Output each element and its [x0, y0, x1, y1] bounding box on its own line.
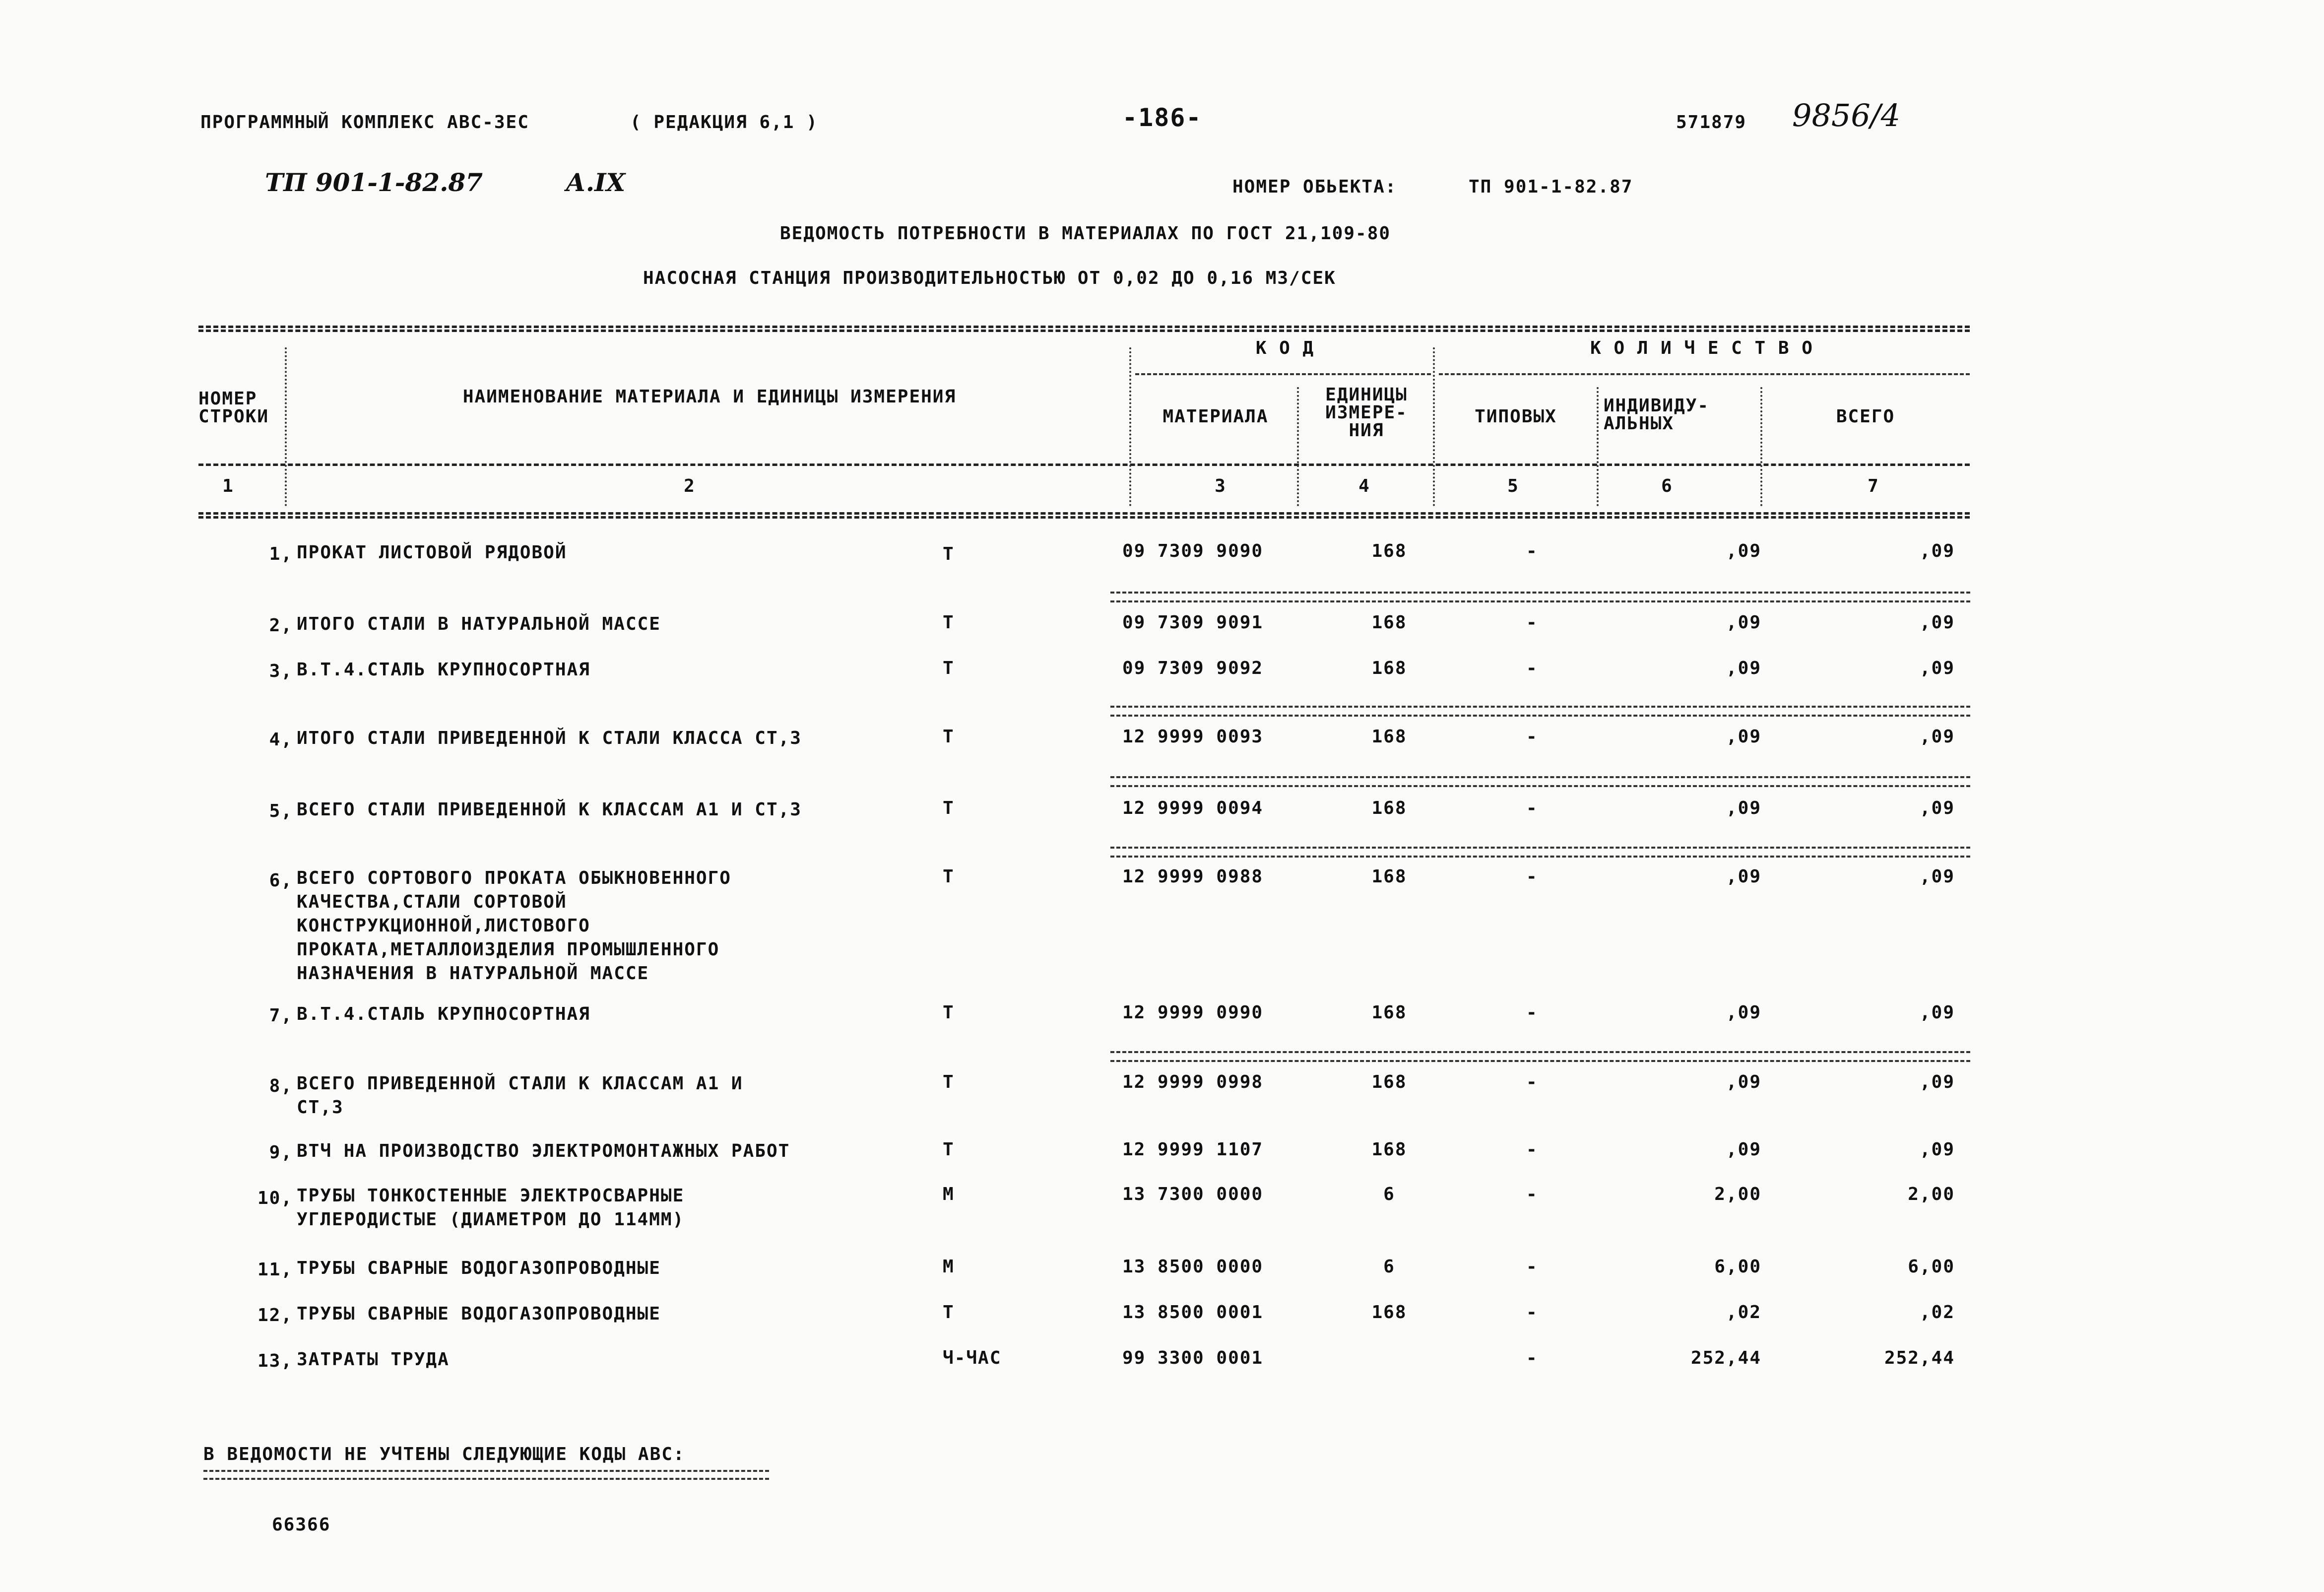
kod-underline: [1135, 373, 1431, 375]
row-number: 1,: [269, 544, 293, 564]
typical-qty: -: [1526, 658, 1538, 678]
page-number: -186-: [1122, 103, 1202, 132]
material-name: ВСЕГО ПРИВЕДЕННОЙ СТАЛИ К КЛАССАМ А1 И СТ,3: [297, 1073, 743, 1118]
unit: Т: [943, 727, 955, 747]
typical-qty: -: [1526, 1072, 1538, 1092]
total-qty: ,09: [1919, 658, 1955, 678]
individual-qty: ,09: [1726, 612, 1761, 633]
row-number: 2,: [269, 615, 293, 636]
material-code: 09 7309 9091: [1122, 612, 1264, 633]
material-code: 12 9999 0094: [1122, 798, 1264, 818]
unit: М: [943, 1257, 955, 1277]
typical-qty: -: [1526, 1348, 1538, 1368]
document-subtitle: НАСОСНАЯ СТАНЦИЯ ПРОИЗВОДИТЕЛЬНОСТЬЮ ОТ 0,02 ДО 0,16 МЗ/СЕК: [643, 268, 1336, 288]
individual-qty: ,09: [1726, 541, 1761, 561]
material-name: ВСЕГО СТАЛИ ПРИВЕДЕННОЙ К КЛАССАМ А1 И СТ,3: [297, 799, 802, 820]
col-number: 2: [684, 476, 696, 496]
object-label: НОМЕР ОБЬЕКТА:: [1232, 177, 1397, 197]
unit-code: 168: [1371, 866, 1407, 887]
total-qty: ,09: [1919, 866, 1955, 887]
material-code: 12 9999 0998: [1122, 1072, 1264, 1092]
total-qty: ,09: [1919, 798, 1955, 818]
unit: Т: [943, 798, 955, 818]
header-individual-line2: АЛЬНЫХ: [1604, 413, 1675, 434]
material-code: 12 9999 0093: [1122, 727, 1264, 747]
col-number: 3: [1215, 476, 1227, 496]
material-name: В.Т.4.СТАЛЬ КРУПНОСОРТНАЯ: [297, 1004, 590, 1024]
material-name: В.Т.4.СТАЛЬ КРУПНОСОРТНАЯ: [297, 660, 590, 680]
material-code: 13 8500 0000: [1122, 1257, 1264, 1277]
handwritten-reference: 9856/4: [1792, 97, 1901, 133]
material-code: 12 9999 0990: [1122, 1002, 1264, 1023]
object-value: ТП 901-1-82.87: [1469, 177, 1633, 197]
typical-qty: -: [1526, 612, 1538, 633]
table-top-rule-2: [198, 330, 1970, 332]
individual-qty: ,09: [1726, 1002, 1761, 1023]
material-name: ТРУБЫ ТОНКОСТЕННЫЕ ЭЛЕКТРОСВАРНЫЕ УГЛЕРОДИСТЫЕ (ДИАМЕТРОМ ДО 114ММ): [297, 1186, 685, 1230]
unit-code: 168: [1371, 1139, 1407, 1160]
typical-qty: -: [1526, 1257, 1538, 1277]
unit: Т: [943, 1302, 955, 1323]
typical-qty: -: [1526, 1184, 1538, 1204]
row-number: 5,: [269, 801, 293, 821]
unit: Т: [943, 612, 955, 633]
table-body-rule: [198, 512, 1970, 515]
col-separator: [1297, 387, 1299, 506]
header-total: ВСЕГО: [1836, 406, 1895, 427]
group-separator: [1110, 592, 1970, 602]
group-separator: [1110, 1051, 1970, 1062]
header-unit-line2: ИЗМЕРЕ-: [1325, 402, 1408, 423]
footnote-underline: [203, 1470, 769, 1480]
material-code: 12 9999 1107: [1122, 1139, 1264, 1160]
unit: М: [943, 1184, 955, 1204]
total-qty: ,09: [1919, 612, 1955, 633]
typical-qty: -: [1526, 541, 1538, 561]
row-number: 6,: [269, 870, 293, 891]
col-separator: [1129, 347, 1131, 506]
header-material-code: МАТЕРИАЛА: [1162, 406, 1269, 427]
material-name: ТРУБЫ СВАРНЫЕ ВОДОГАЗОПРОВОДНЫЕ: [297, 1304, 661, 1324]
header-individual: [1604, 397, 1757, 433]
unit-code: 6: [1383, 1184, 1395, 1204]
material-code: 12 9999 0988: [1122, 866, 1264, 887]
unit-code: 168: [1371, 1072, 1407, 1092]
unit-code: 168: [1371, 1302, 1407, 1323]
total-qty: ,09: [1919, 541, 1955, 561]
material-code: 99 3300 0001: [1122, 1348, 1264, 1368]
typical-qty: -: [1526, 798, 1538, 818]
program-name: ПРОГРАММНЫЙ КОМПЛЕКС АВС-ЗЕС: [200, 112, 529, 133]
project-code: ТП 901-1-82.87: [265, 168, 483, 197]
row-number: 9,: [269, 1142, 293, 1163]
material-code: 13 7300 0000: [1122, 1184, 1264, 1204]
total-qty: 2,00: [1908, 1184, 1955, 1204]
unit: Т: [943, 1002, 955, 1023]
header-material-name: НАИМЕНОВАНИЕ МАТЕРИАЛА И ЕДИНИЦЫ ИЗМЕРЕНИЯ: [462, 387, 957, 407]
header-row-number-line2: СТРОКИ: [198, 406, 269, 427]
header-quantity: К О Л И Ч Е С Т В О: [1590, 338, 1813, 358]
material-code: 09 7309 9090: [1122, 541, 1264, 561]
header-divider-rule: [198, 464, 1970, 466]
typical-qty: -: [1526, 1002, 1538, 1023]
individual-qty: ,09: [1726, 727, 1761, 747]
unit: Т: [943, 1139, 955, 1160]
table-body-rule-2: [198, 516, 1970, 519]
group-separator: [1110, 847, 1970, 858]
total-qty: ,02: [1919, 1302, 1955, 1323]
unit-code: 168: [1371, 798, 1407, 818]
edition-label: ( РЕДАКЦИЯ 6,1 ): [630, 112, 818, 133]
unit: Т: [943, 866, 955, 887]
col-number: 1: [222, 476, 234, 496]
quantity-underline: [1439, 373, 1970, 375]
group-separator: [1110, 706, 1970, 717]
col-number: 5: [1507, 476, 1519, 496]
unit-code: 168: [1371, 658, 1407, 678]
header-unit-line1: ЕДИНИЦЫ: [1325, 385, 1408, 405]
header-row-number-line1: НОМЕР: [198, 389, 258, 409]
footnote-unaccounted-codes: В ВЕДОМОСТИ НЕ УЧТЕНЫ СЛЕДУЮЩИЕ КОДЫ АВС:: [203, 1444, 685, 1464]
album-number: А.IХ: [566, 168, 626, 197]
total-qty: ,09: [1919, 727, 1955, 747]
document-code: 571879: [1676, 112, 1747, 133]
col-number: 4: [1358, 476, 1370, 496]
header-individual-line1: ИНДИВИДУ-: [1604, 396, 1710, 416]
total-qty: 6,00: [1908, 1257, 1955, 1277]
row-number: 12,: [257, 1305, 293, 1326]
unit: Т: [943, 658, 955, 678]
col-separator: [285, 347, 287, 506]
header-kod: К О Д: [1255, 338, 1315, 358]
col-separator: [1433, 347, 1435, 506]
unit-code: 168: [1371, 1002, 1407, 1023]
row-number: 10,: [257, 1188, 293, 1208]
col-number: 6: [1661, 476, 1673, 496]
unit: Т: [943, 1072, 955, 1092]
total-qty: 252,44: [1884, 1348, 1955, 1368]
material-name: ТРУБЫ СВАРНЫЕ ВОДОГАЗОПРОВОДНЫЕ: [297, 1258, 661, 1278]
material-name: ВСЕГО СОРТОВОГО ПРОКАТА ОБЫКНОВЕННОГО КАЧЕСТВА,СТАЛИ СОРТОВОЙ КОНСТРУКЦИОННОЙ,ЛИСТОВОГО ПРОКАТА,МЕТАЛЛОИЗДЕЛИЯ ПРОМЫШЛЕННОГО НАЗНАЧЕНИЯ В НАТУРАЛЬНОЙ МАССЕ: [297, 868, 731, 984]
material-name: ИТОГО СТАЛИ В НАТУРАЛЬНОЙ МАССЕ: [297, 614, 661, 634]
individual-qty: ,09: [1726, 658, 1761, 678]
document-title: ВЕДОМОСТЬ ПОТРЕБНОСТИ В МАТЕРИАЛАХ ПО ГОСТ 21,109-80: [780, 223, 1391, 244]
footer-number: 66366: [272, 1515, 331, 1535]
header-row-number: [198, 390, 278, 426]
total-qty: ,09: [1919, 1002, 1955, 1023]
col-separator: [1760, 387, 1762, 506]
unit-code: 6: [1383, 1257, 1395, 1277]
typical-qty: -: [1526, 866, 1538, 887]
col-number: 7: [1868, 476, 1879, 496]
row-number: 7,: [269, 1005, 293, 1026]
group-separator: [1110, 776, 1970, 787]
total-qty: ,09: [1919, 1139, 1955, 1160]
typical-qty: -: [1526, 1302, 1538, 1323]
header-typical: ТИПОВЫХ: [1475, 406, 1557, 427]
header-unit-line3: НИЯ: [1349, 420, 1384, 441]
individual-qty: 6,00: [1714, 1257, 1761, 1277]
row-number: 3,: [269, 661, 293, 681]
individual-qty: ,09: [1726, 1139, 1761, 1160]
unit-code: 168: [1371, 541, 1407, 561]
individual-qty: ,09: [1726, 866, 1761, 887]
individual-qty: ,09: [1726, 1072, 1761, 1092]
individual-qty: 2,00: [1714, 1184, 1761, 1204]
individual-qty: 252,44: [1690, 1348, 1761, 1368]
typical-qty: -: [1526, 1139, 1538, 1160]
row-number: 11,: [257, 1260, 293, 1280]
row-number: 13,: [257, 1351, 293, 1371]
col-separator: [1597, 387, 1599, 506]
material-code: 13 8500 0001: [1122, 1302, 1264, 1323]
header-unit-code: [1303, 386, 1430, 440]
typical-qty: -: [1526, 727, 1538, 747]
unit: Т: [943, 544, 955, 564]
individual-qty: ,02: [1726, 1302, 1761, 1323]
unit: Ч-ЧАС: [943, 1348, 1002, 1368]
table-top-rule: [198, 326, 1970, 328]
unit-code: 168: [1371, 612, 1407, 633]
row-number: 8,: [269, 1076, 293, 1096]
unit-code: 168: [1371, 727, 1407, 747]
material-name: ИТОГО СТАЛИ ПРИВЕДЕННОЙ К СТАЛИ КЛАССА СТ,3: [297, 728, 802, 748]
material-name: ВТЧ НА ПРОИЗВОДСТВО ЭЛЕКТРОМОНТАЖНЫХ РАБОТ: [297, 1141, 790, 1161]
material-name: ПРОКАТ ЛИСТОВОЙ РЯДОВОЙ: [297, 542, 567, 563]
material-code: 09 7309 9092: [1122, 658, 1264, 678]
individual-qty: ,09: [1726, 798, 1761, 818]
row-number: 4,: [269, 730, 293, 750]
material-name: ЗАТРАТЫ ТРУДА: [297, 1349, 450, 1370]
total-qty: ,09: [1919, 1072, 1955, 1092]
